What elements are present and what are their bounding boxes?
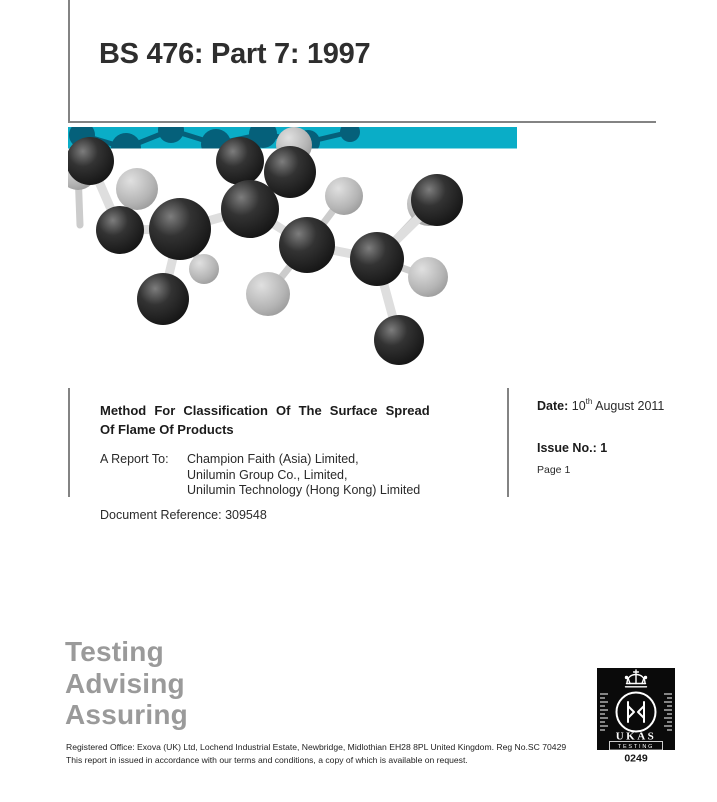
ukas-testing-logo <box>597 668 675 764</box>
standard-title: BS 476: Part 7: 1997 <box>99 38 371 70</box>
document-reference <box>100 508 267 522</box>
document-reference-value: 309548 <box>225 508 267 522</box>
document-reference-label: Document Reference: <box>100 508 222 522</box>
date-label: Date: <box>537 399 569 413</box>
ukas-wordmark: UKAS <box>615 730 657 743</box>
issue-label: Issue No.: <box>537 441 597 455</box>
page-number: Page 1 <box>537 464 571 476</box>
mid-left-vertical-rule <box>68 388 70 497</box>
date-line <box>537 397 664 413</box>
date-rest: August 2011 <box>592 399 665 413</box>
report-to-label: A Report To: <box>100 452 169 466</box>
report-to-company: Unilumin Technology (Hong Kong) Limited <box>187 483 421 497</box>
header-horizontal-rule <box>68 121 656 123</box>
date-day: 10 <box>571 399 586 413</box>
mid-right-vertical-rule <box>507 388 509 497</box>
footer-small-print <box>66 741 566 767</box>
method-title-line1: Method For Classification Of The Surface Spread <box>100 403 430 418</box>
report-to-company: Champion Faith (Asia) Limited, <box>187 452 359 466</box>
registered-office-line: Registered Office: Exova (UK) Ltd, Lochend Industrial Estate, Newbridge, Midlothian EH28 8PL United Kingdom. Reg No.SC 70429 <box>66 742 567 752</box>
report-to-company: Unilumin Group Co., Limited, <box>187 467 348 482</box>
tagline-testing: Testing <box>65 636 164 667</box>
ukas-category-label: TESTING <box>617 744 655 750</box>
method-title <box>100 402 438 439</box>
ukas-accreditation-number: 0249 <box>624 752 648 764</box>
date-ordinal: th <box>585 397 593 406</box>
top-left-vertical-rule <box>68 0 70 123</box>
issue-value: 1 <box>600 441 608 455</box>
method-title-line2: Of Flame Of Products <box>100 421 234 437</box>
tagline-assuring: Assuring <box>65 699 188 730</box>
exova-tagline <box>65 636 188 731</box>
tagline-advising: Advising <box>65 667 185 699</box>
report-to-companies <box>187 452 420 499</box>
molecule-photo <box>68 127 517 368</box>
issue-line <box>537 441 607 455</box>
terms-line: This report in issued in accordance with our terms and conditions, a copy of which is available on request. <box>66 755 468 765</box>
